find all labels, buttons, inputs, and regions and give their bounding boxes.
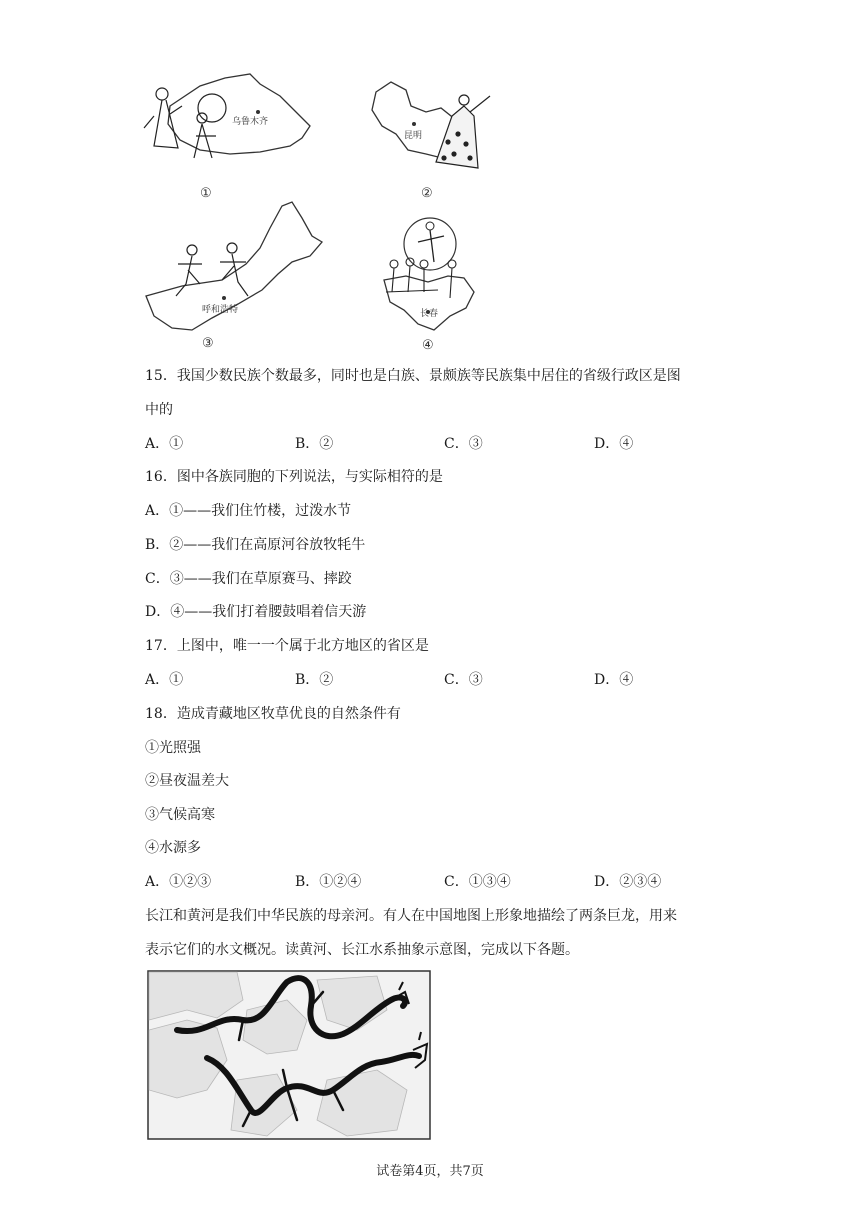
q17-option-b[interactable]: B．② [295,672,334,688]
q18-item-2: ②昼夜温差大 [145,773,229,789]
figure-label-3: ③ [202,336,214,351]
map-figure-1 [140,66,315,186]
q15-option-a[interactable]: A．① [145,436,184,452]
q17-stem: 17．上图中，唯一一个属于北方地区的省区是 [145,638,429,654]
q18-option-a[interactable]: A．①②③ [145,874,212,890]
q18-item-4: ④水源多 [145,840,201,856]
map-figure-4 [378,206,483,336]
q15-option-d[interactable]: D．④ [594,436,634,452]
q16-option-b[interactable]: B．②——我们在高原河谷放牧牦牛 [145,537,366,553]
q15-stem-line1: 15．我国少数民族个数最多，同时也是白族、景颇族等民族集中居住的省级行政区是图 [145,368,681,384]
figure-label-1: ① [200,186,212,201]
q18-item-3: ③气候高寒 [145,807,215,823]
q15-option-c[interactable]: C．③ [444,436,483,452]
q16-option-a[interactable]: A．①——我们住竹楼，过泼水节 [145,503,352,519]
q16-option-c[interactable]: C．③——我们在草原赛马、摔跤 [145,571,352,587]
figure-label-4: ④ [422,338,434,353]
city-label: 长春 [420,309,439,319]
river-dragon-map [147,970,431,1140]
q17-option-d[interactable]: D．④ [594,672,634,688]
q16-stem: 16．图中各族同胞的下列说法，与实际相符的是 [145,469,443,485]
q18-stem: 18．造成青藏地区牧草优良的自然条件有 [145,706,401,722]
figure-label-2: ② [421,186,433,201]
intro-line1: 长江和黄河是我们中华民族的母亲河。有人在中国地图上形象地描绘了两条巨龙，用来 [145,908,677,924]
q18-option-d[interactable]: D．②③④ [594,874,662,890]
q17-option-a[interactable]: A．① [145,672,184,688]
q18-option-b[interactable]: B．①②④ [295,874,362,890]
q16-option-d[interactable]: D．④——我们打着腰鼓唱着信天游 [145,604,367,620]
intro-line2: 表示它们的水文概况。读黄河、长江水系抽象示意图，完成以下各题。 [145,942,579,958]
city-label: 昆明 [404,131,423,141]
q18-option-c[interactable]: C．①③④ [444,874,511,890]
map-figure-3 [142,200,342,335]
q15-stem-line2: 中的 [145,402,173,418]
q18-item-1: ①光照强 [145,740,201,756]
q17-option-c[interactable]: C．③ [444,672,483,688]
map-figure-2 [366,72,496,187]
city-label: 乌鲁木齐 [232,117,269,127]
page-footer: 试卷第4页，共7页 [376,1164,484,1179]
q15-option-b[interactable]: B．② [295,436,334,452]
city-label: 呼和浩特 [202,305,239,315]
